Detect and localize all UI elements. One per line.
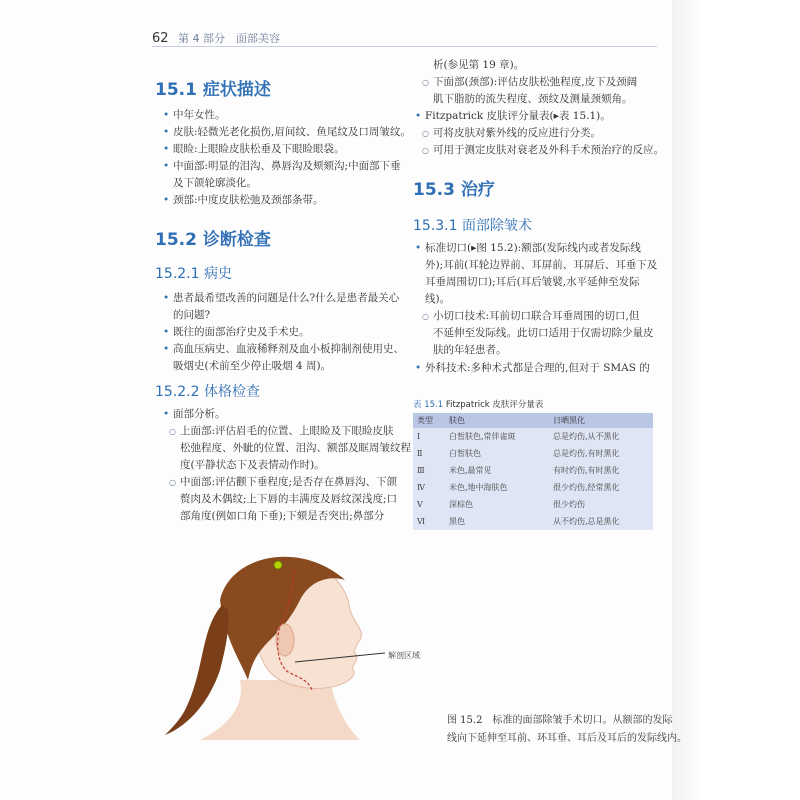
- table-cell: 总是灼伤,从不黑化: [549, 428, 653, 445]
- table-title: [413, 398, 543, 410]
- heading-15-2-1: 15.2.1 病史: [155, 266, 232, 282]
- table-row: [413, 496, 653, 513]
- sub-item: ○ 可将皮肤对紫外线的反应进行分类。: [433, 125, 601, 142]
- table-cell: 白皙肤色,常伴雀斑: [445, 428, 549, 445]
- list-item: • Fitzpatrick 皮肤评分量表(▸表 15.1)。: [425, 108, 611, 125]
- table-cell: Ⅰ: [413, 428, 445, 445]
- sub-item: ○ 小切口技术:耳前切口联合耳垂周围的切口,但: [433, 308, 639, 325]
- table-cell: 从不灼伤,总是黑化: [549, 513, 653, 530]
- table-header: 类型: [413, 413, 445, 428]
- figure-caption: 线向下延伸至耳前、环耳垂、耳后及耳后的发际线内。: [447, 733, 687, 744]
- table-header: 日晒黑化: [549, 413, 653, 428]
- list-item: • 中面部:明显的泪沟、鼻唇沟及颊颏沟;中面部下垂: [173, 158, 401, 175]
- book-spine: [672, 0, 800, 800]
- table-cell: Ⅴ: [413, 496, 445, 513]
- ear-shape: [276, 624, 294, 656]
- table-cell: 有时灼伤,有时黑化: [549, 462, 653, 479]
- sub-item-cont: 度(平静状态下及表情动作时)。: [180, 459, 325, 471]
- list-item: • 中年女性。: [173, 107, 226, 124]
- fitzpatrick-table: [413, 413, 653, 530]
- ponytail-shape: [165, 605, 228, 735]
- header-rule: [152, 46, 657, 47]
- head-illustration: [160, 540, 420, 740]
- table-cell: Ⅳ: [413, 479, 445, 496]
- sub-item: ○ 上面部:评估眉毛的位置、上眼睑及下眼睑皮肤: [180, 423, 394, 440]
- heading-15-2-2: 15.2.2 体格检查: [155, 384, 260, 400]
- list-item-cont: 及下颌轮廓淡化。: [173, 177, 257, 189]
- sub-item-cont: 部角度(例如口角下垂);下颏是否突出;鼻部分: [180, 510, 385, 522]
- section-label: 第 4 部分 面部美容: [178, 32, 281, 45]
- list-item: • 标准切口(▸图 15.2):额部(发际线内或者发际线: [425, 240, 641, 257]
- page-number: 62: [152, 31, 169, 46]
- sub-item: ○ 可用于测定皮肤对衰老及外科手术预治疗的反应。: [433, 142, 664, 159]
- heading-15-1: 15.1 症状描述: [155, 80, 271, 100]
- table-row: [413, 462, 653, 479]
- list-item: • 患者最希望改善的问题是什么?什么是患者最关心: [173, 290, 399, 307]
- list-item: • 眼睑:上眼睑皮肤松垂及下眼睑眼袋。: [173, 141, 345, 158]
- table-header: 肤色: [445, 413, 549, 428]
- table-cell: 总是灼伤,有时黑化: [549, 445, 653, 462]
- table-cell: 深棕色: [445, 496, 549, 513]
- sub-item-cont: 肤的年轻患者。: [433, 344, 507, 356]
- list-item: • 外科技术:多种术式都是合理的,但对于 SMAS 的: [425, 360, 650, 377]
- table-row: [413, 479, 653, 496]
- heading-15-3: 15.3 治疗: [413, 180, 495, 200]
- list-item-cont: 线)。: [425, 293, 451, 305]
- figure-caption: 图 15.2 标准的面部除皱手术切口。从额部的发际: [447, 715, 673, 726]
- table-cell: 米色,地中海肤色: [445, 479, 549, 496]
- table-cell: Ⅵ: [413, 513, 445, 530]
- running-header: [152, 30, 280, 46]
- table-row: [413, 445, 653, 462]
- list-item: • 既往的面部治疗史及手术史。: [173, 324, 310, 341]
- table-row: [413, 513, 653, 530]
- sub-item: ○ 中面部:评估颧下垂程度;是否存在鼻唇沟、下颌: [180, 474, 397, 491]
- list-item: • 颈部:中度皮肤松弛及颈部条带。: [173, 192, 324, 209]
- sub-item-cont: 不延伸至发际线。此切口适用于仅需切除少量皮: [433, 327, 654, 339]
- list-item-cont: 的问题?: [173, 309, 211, 321]
- sub-item-cont: 赘肉及木偶纹;上下唇的丰满度及唇纹深浅度;口: [180, 493, 398, 505]
- list-item: • 高血压病史、血液稀释剂及血小板抑制剂使用史、: [173, 341, 404, 358]
- continued-text: 析(参见第 19 章)。: [433, 59, 525, 71]
- heading-15-3-1: 15.3.1 面部除皱术: [413, 218, 532, 234]
- table-cell: 米色,最常见: [445, 462, 549, 479]
- heading-15-2: 15.2 诊断检查: [155, 230, 271, 250]
- list-item-cont: 耳垂周围切口);耳后(耳后皱襞,水平延伸至发际: [425, 276, 640, 288]
- table-title-text: Fitzpatrick 皮肤评分量表: [445, 400, 544, 410]
- table-cell: Ⅲ: [413, 462, 445, 479]
- neck-shape: [200, 680, 360, 740]
- table-cell: 很少灼伤,经常黑化: [549, 479, 653, 496]
- list-item: • 面部分析。: [173, 406, 226, 423]
- table-row: [413, 428, 653, 445]
- sub-item-cont: 肌下脂肪的流失程度、颈纹及测量颈颏角。: [433, 93, 633, 105]
- list-item: • 皮肤:轻微光老化损伤,眉间纹、鱼尾纹及口周皱纹。: [173, 124, 411, 141]
- sub-item: ○ 下面部(颈部):评估皮肤松弛程度,皮下及颈阔: [433, 74, 637, 91]
- table-cell: 黑色: [445, 513, 549, 530]
- sub-item-cont: 松弛程度、外眦的位置、泪沟、额部及眶周皱纹程: [180, 442, 411, 454]
- list-item-cont: 外);耳前(耳轮边界前、耳屏前、耳屏后、耳垂下及: [425, 259, 658, 271]
- list-item-cont: 吸烟史(术前至少停止吸烟 4 周)。: [173, 360, 332, 372]
- table-cell: 很少灼伤: [549, 496, 653, 513]
- marker-dot: [274, 561, 282, 569]
- table-label: 表 15.1: [413, 400, 444, 410]
- anatomy-label: 解剖区域: [388, 651, 420, 660]
- table-cell: 白皙肤色: [445, 445, 549, 462]
- table-cell: Ⅱ: [413, 445, 445, 462]
